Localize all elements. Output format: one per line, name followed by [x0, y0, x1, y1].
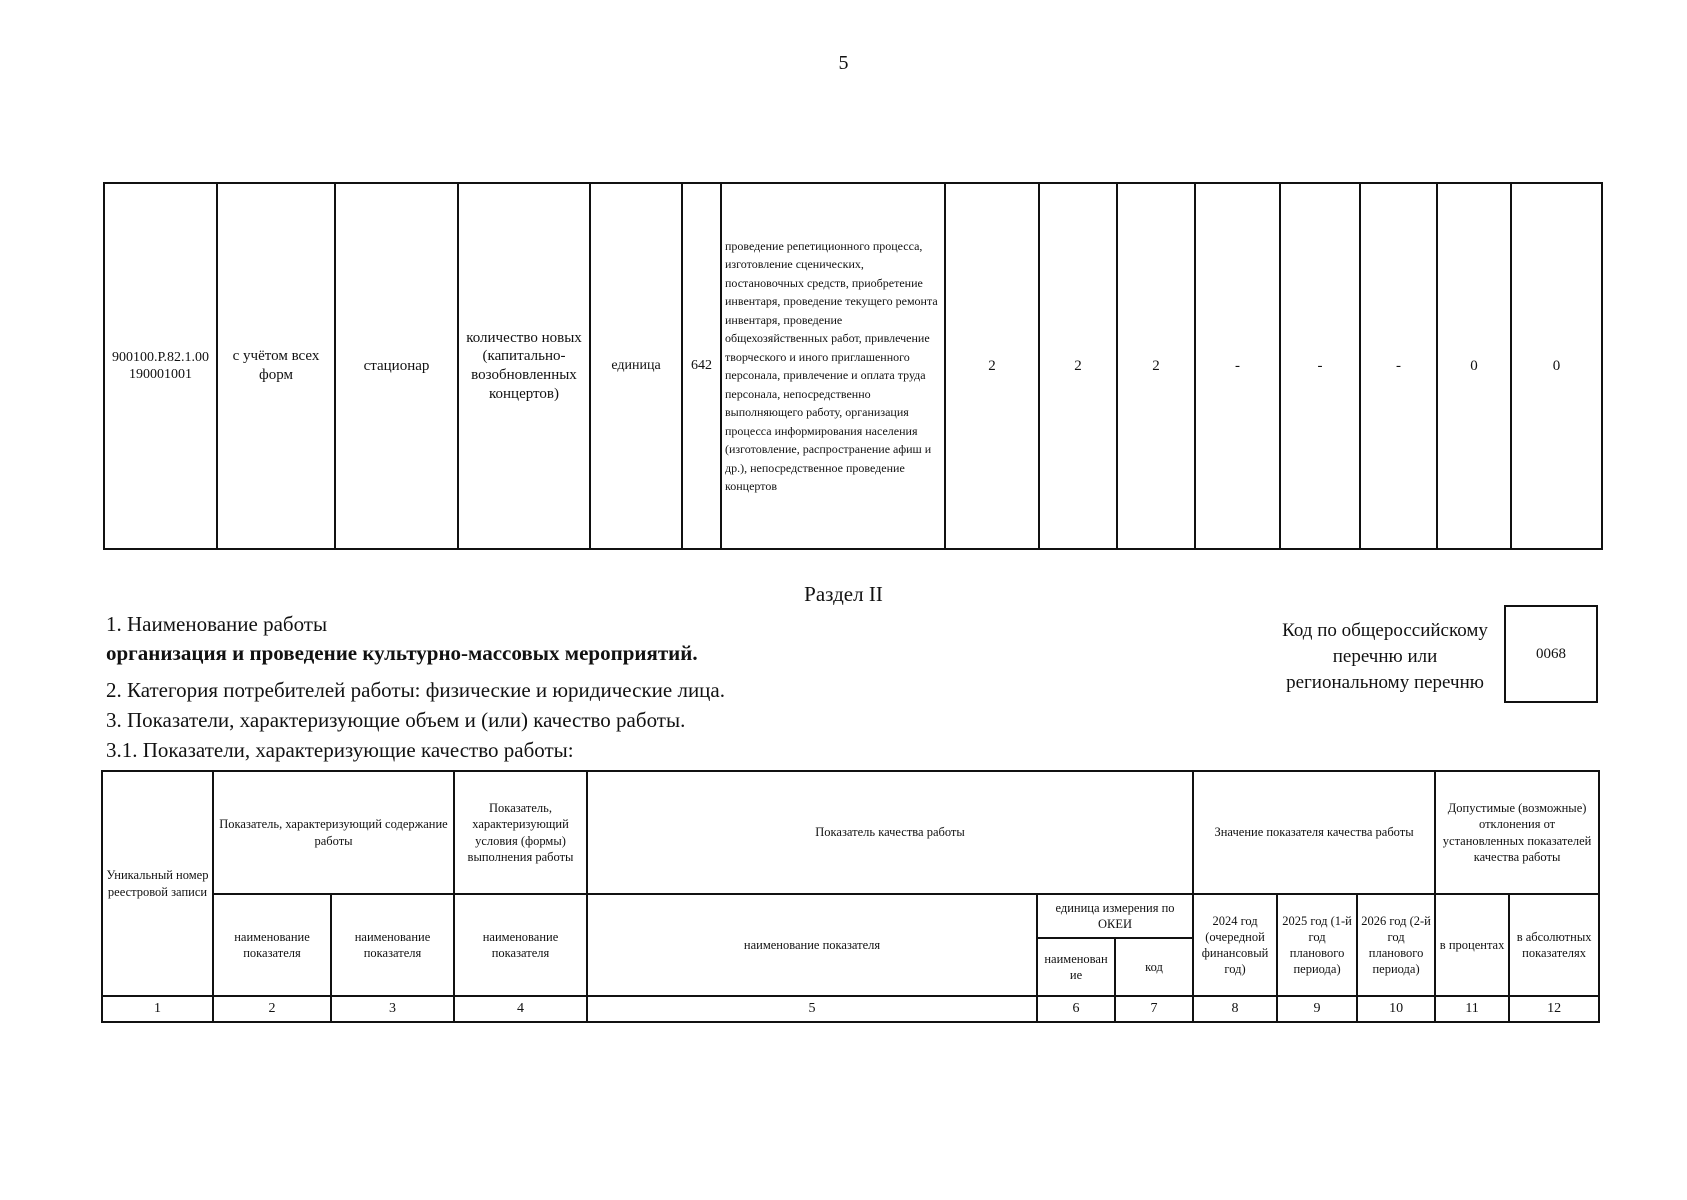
dash-cell-2: - [1280, 183, 1360, 549]
content-indicator-cell: с учётом всех форм [217, 183, 335, 549]
content-indicator-header: Показатель, характеризующий содержание работы [213, 771, 454, 894]
deviation-percent-cell: 0 [1437, 183, 1511, 549]
registry-code-label: Код по общероссийскому перечню или региональному перечню [1282, 620, 1488, 693]
registry-number-cell: 900100.Р.82.1.00 190001001 [104, 183, 217, 549]
column-number: 12 [1509, 996, 1599, 1022]
table-row [102, 996, 1599, 1022]
section-title: Раздел II [804, 582, 883, 606]
unit-code-header: код [1115, 938, 1193, 996]
column-number: 3 [331, 996, 454, 1022]
dash-cell-1: - [1195, 183, 1280, 549]
condition-indicator-name: наименование показателя [454, 894, 587, 996]
consumer-category: 2. Категория потребителей работы: физические и юридические лица. [106, 678, 725, 702]
work-description-cell: проведение репетиционного процесса, изготовление сценических, постановочных средств, приобретение инвентаря, проведение текущего ремонта инвентаря, проведение общехозяйственных работ, привлечение творческого и иного приглашенного персонала, привлечение и оплата труда персонала, непосредственно выполняющего работу, организация процесса информирования населения (изготовление, распространение афиш и др.), непосредственное проведение концертов [721, 183, 945, 549]
content-indicator-name-1: наименование показателя [213, 894, 331, 996]
indicator-name-cell: количество новых (капитально-возобновленных концертов) [458, 183, 590, 549]
quality-indicator-name: наименование показателя [587, 894, 1037, 996]
year-2026-header: 2026 год (2-й год планового периода) [1357, 894, 1435, 996]
column-number: 6 [1037, 996, 1115, 1022]
deviation-header: Допустимые (возможные) отклонения от установленных показателей качества работы [1435, 771, 1599, 894]
column-number: 2 [213, 996, 331, 1022]
year-2025-header: 2025 год (1-й год планового периода) [1277, 894, 1357, 996]
work-name-value: организация и проведение культурно-массовых мероприятий. [106, 641, 698, 665]
deviation-absolute-cell: 0 [1511, 183, 1602, 549]
quality-indicator-header: Показатель качества работы [587, 771, 1193, 894]
top-indicator-table [103, 182, 1603, 550]
content-indicator-name-2: наименование показателя [331, 894, 454, 996]
column-number: 7 [1115, 996, 1193, 1022]
registry-code-value: 0068 [1536, 645, 1566, 662]
work-name-label: 1. Наименование работы [106, 612, 328, 636]
column-number: 4 [454, 996, 587, 1022]
condition-indicator-header: Показатель, характеризующий условия (формы) выполнения работы [454, 771, 587, 894]
column-number: 10 [1357, 996, 1435, 1022]
unit-code-cell: 642 [682, 183, 721, 549]
quality-indicators-heading: 3.1. Показатели, характеризующие качество работы: [106, 738, 574, 762]
column-number: 8 [1193, 996, 1277, 1022]
indicators-heading: 3. Показатели, характеризующие объем и (или) качество работы. [106, 708, 686, 732]
quality-value-header: Значение показателя качества работы [1193, 771, 1435, 894]
value-2024-cell: 2 [945, 183, 1039, 549]
unit-okei-header: единица измерения по ОКЕИ [1037, 894, 1193, 938]
registry-code-box [1504, 605, 1598, 703]
unit-name-cell: единица [590, 183, 682, 549]
quality-indicators-table [101, 770, 1600, 1023]
year-2024-header: 2024 год (очередной финансовый год) [1193, 894, 1277, 996]
table-row [104, 183, 1602, 549]
deviation-percent-header: в процентах [1435, 894, 1509, 996]
value-2026-cell: 2 [1117, 183, 1195, 549]
dash-cell-3: - [1360, 183, 1437, 549]
page-number: 5 [838, 52, 849, 74]
column-number: 1 [102, 996, 213, 1022]
deviation-absolute-header: в абсолютных показателях [1509, 894, 1599, 996]
value-2025-cell: 2 [1039, 183, 1117, 549]
unit-name-header: наименован ие [1037, 938, 1115, 996]
column-number: 5 [587, 996, 1037, 1022]
condition-indicator-cell: стационар [335, 183, 458, 549]
column-number: 11 [1435, 996, 1509, 1022]
registry-number-header: Уникальный номер реестровой записи [102, 771, 213, 996]
column-number: 9 [1277, 996, 1357, 1022]
